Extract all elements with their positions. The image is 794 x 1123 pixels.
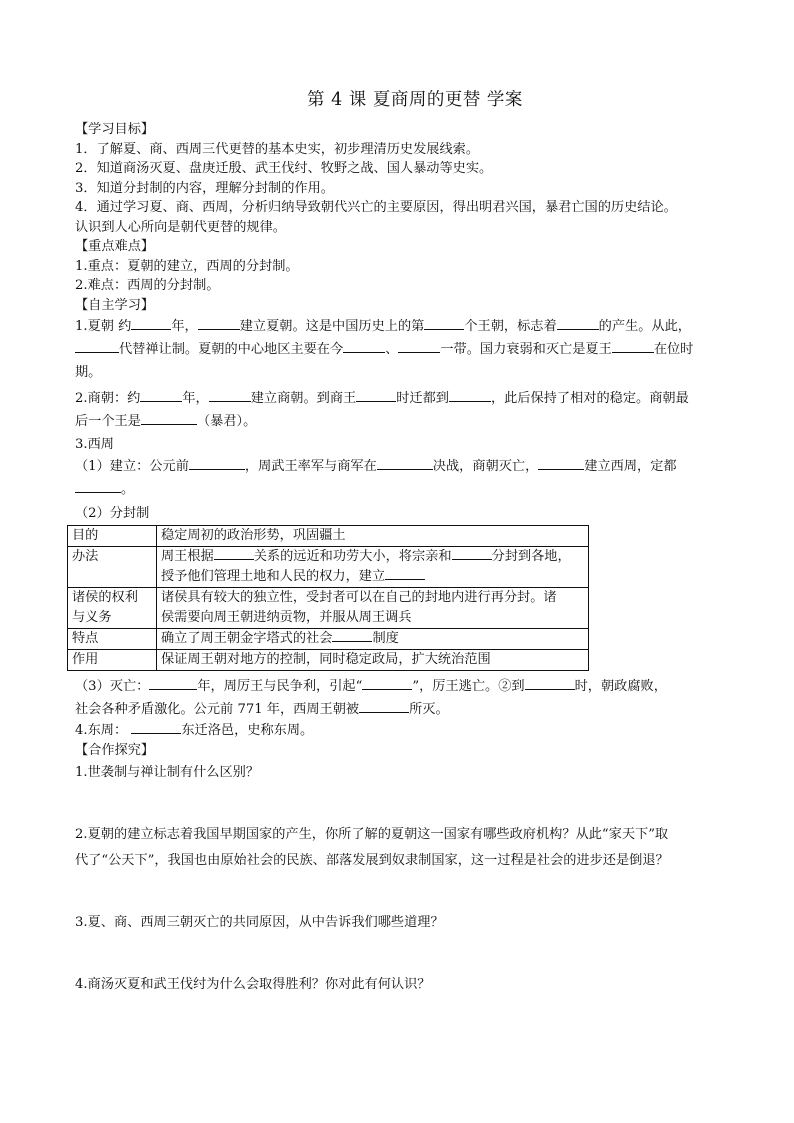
question-3: 3.夏、商、西周三朝灭亡的共同原因，从中告诉我们哪些道理？	[75, 915, 444, 930]
coop-heading: 【合作探究】	[75, 742, 155, 758]
fill-blank[interactable]	[214, 547, 254, 560]
fill-blank[interactable]	[557, 317, 599, 330]
table-cell-value	[157, 588, 589, 629]
fill-blank[interactable]	[332, 629, 372, 642]
table-cell-label	[68, 588, 157, 629]
xia-text: 1.夏朝 约	[75, 319, 132, 334]
cell-text: 侯需要向周王朝进纳贡物，并服从周王调兵	[161, 610, 412, 625]
zhou-heading: 3.西周	[75, 437, 114, 452]
zhou-text: 建立西周，定都	[584, 458, 677, 474]
xia-text: 年，	[171, 319, 198, 334]
table-row	[68, 650, 589, 671]
cell-text: 确立了周王朝金字塔式的社会	[161, 631, 333, 646]
zhou-fall-text: ”，厉王逃亡。②到	[412, 679, 525, 694]
table-row	[68, 629, 589, 650]
goal-item-4-continued: 认识到人心所向是朝代更替的规律。	[75, 219, 286, 235]
fill-blank[interactable]	[612, 340, 654, 353]
fill-blank[interactable]	[377, 457, 433, 470]
fill-blank[interactable]	[449, 389, 491, 402]
fill-blank[interactable]	[424, 317, 464, 330]
key-point: 1.重点：夏朝的建立，西周的分封制。	[75, 258, 299, 274]
shang-text: 时迁都到	[396, 391, 449, 406]
fill-blank[interactable]	[141, 412, 197, 425]
fill-blank[interactable]	[75, 340, 119, 353]
shang-text: 2.商朝：约	[75, 391, 141, 406]
east-zhou-text: 东迁洛邑，史称东周。	[181, 723, 314, 738]
fill-blank[interactable]	[525, 677, 575, 690]
fill-blank[interactable]	[75, 480, 121, 493]
cell-text: 授予他们管理土地和人民的权力，建立	[161, 569, 386, 584]
xia-text: 代替禅让制。夏朝的中心地区主要在今	[119, 342, 344, 357]
shang-text: 年，	[182, 391, 209, 406]
zhou-fall-paragraph	[75, 675, 735, 721]
page-title: 第 4 课 夏商周的更替 学案	[307, 90, 523, 110]
goals-section	[75, 120, 735, 237]
cooperative-inquiry-section	[75, 741, 735, 999]
self-study-section	[72, 296, 735, 741]
difficult-point: 2.难点：西周的分封制。	[75, 278, 220, 293]
question-2-text: 代了“公天下”，我国也由原始社会的民族、部落发展到奴隶制国家，这一过程是社会的进步还是倒退？	[75, 853, 669, 868]
zhou-text: ，周武王率军与商军在	[244, 458, 377, 474]
key-points-section	[75, 237, 735, 296]
table-cell-label: 目的	[68, 526, 157, 547]
zhou-fall-text: 社会各种矛盾激化。公元前 771 年，西周王朝被	[75, 702, 360, 717]
cell-text: 诸侯的权利	[72, 590, 138, 605]
table-cell-value	[157, 629, 589, 650]
zhou-fall-text: 所灭。	[409, 702, 449, 717]
table-row	[68, 588, 589, 629]
fill-blank[interactable]	[452, 547, 492, 560]
xia-text: 在位时	[653, 342, 694, 357]
zhou-fall-text: 时，朝政腐败，	[574, 679, 667, 694]
fill-blank[interactable]	[131, 317, 171, 330]
zhou-text: 。	[121, 481, 135, 497]
fill-blank[interactable]	[140, 389, 182, 402]
question-4: 4.商汤灭夏和武王伐纣为什么会取得胜利？你对此有何认识？	[75, 977, 431, 992]
goals-heading: 【学习目标】	[75, 122, 155, 137]
table-cell-value: 稳定周初的政治形势，巩固疆土	[157, 526, 589, 547]
fill-blank[interactable]	[538, 457, 584, 470]
goal-item-4: 4．通过学习夏、商、西周，分析归纳导致朝代兴亡的主要原因，得出明君兴国，暴君亡国的历史结论。	[75, 200, 677, 215]
cell-text: 制度	[372, 631, 399, 646]
worksheet-page	[72, 86, 735, 998]
zhou-text: （1）建立：公元前	[75, 458, 189, 474]
goal-item-1: 1．了解夏、商、西周三代更替的基本史实，初步理清历史发展线索。	[75, 141, 480, 157]
fill-blank[interactable]	[385, 567, 425, 580]
shang-paragraph	[75, 387, 735, 433]
cell-text: 分封到各地，	[491, 549, 571, 564]
fill-blank[interactable]	[149, 677, 197, 690]
xia-text: 的产生。从此，	[598, 319, 691, 334]
fill-blank[interactable]	[189, 457, 245, 470]
fill-blank[interactable]	[398, 340, 440, 353]
key-heading: 【重点难点】	[75, 239, 155, 254]
xia-text: 、	[385, 342, 399, 357]
fill-blank[interactable]	[131, 721, 181, 734]
shang-text: ，此后保持了相对的稳定。商朝最	[490, 391, 689, 406]
fill-blank[interactable]	[362, 677, 412, 690]
xia-text: 建立夏朝。这是中国历史上的第	[239, 319, 425, 334]
table-row	[68, 526, 589, 547]
fill-blank[interactable]	[198, 317, 240, 330]
cell-text: 诸侯具有较大的独立性，受封者可以在自己的封地内进行再分封。诸	[161, 590, 557, 605]
fill-blank[interactable]	[359, 700, 409, 713]
feudal-system-table	[67, 525, 589, 671]
cell-text: 与义务	[72, 610, 112, 625]
table-cell-label: 作用	[68, 650, 157, 671]
table-row	[68, 547, 589, 588]
zhou-fall-text: 年，周厉王与民争利，引起“	[197, 679, 363, 694]
table-cell-label: 特点	[68, 629, 157, 650]
xia-text: 一带。国力衰弱和灭亡是夏王	[440, 342, 612, 357]
goal-item-2: 2．知道商汤灭夏、盘庚迁殷、武王伐纣、牧野之战、国人暴动等史实。	[75, 161, 493, 176]
question-2	[75, 822, 735, 874]
xia-text: 个王朝，标志着	[464, 319, 557, 334]
shang-text: 建立商朝。到商王	[250, 391, 357, 406]
xia-text: 期。	[75, 365, 102, 380]
table-cell-label: 办法	[68, 547, 157, 588]
fill-blank[interactable]	[209, 389, 251, 402]
fill-blank[interactable]	[343, 340, 385, 353]
zhou-text: 决战，商朝灭亡，	[432, 458, 539, 474]
table-cell-value	[157, 547, 589, 588]
shang-text: 后一个王是	[75, 414, 141, 429]
cell-text: 周王根据	[161, 549, 214, 564]
goal-item-3: 3．知道分封制的内容，理解分封制的作用。	[75, 180, 334, 196]
feudal-heading: （2）分封制	[75, 505, 150, 521]
xia-paragraph	[75, 315, 735, 384]
table-cell-value: 保证周王朝对地方的控制，同时稳定政局，扩大统治范围	[157, 650, 589, 671]
east-zhou-line	[75, 721, 735, 741]
shang-text: （暴君）。	[196, 414, 257, 429]
cell-text: 关系的远近和功劳大小，将宗亲和	[253, 549, 452, 564]
zhou-establish-paragraph	[75, 455, 735, 501]
question-2-text: 2.夏朝的建立标志着我国早期国家的产生，你所了解的夏朝这一国家有哪些政府机构？从此“家天下”取	[75, 827, 669, 842]
fill-blank[interactable]	[356, 389, 396, 402]
east-zhou-text: 4.东周：	[75, 723, 128, 738]
question-1: 1.世袭制与禅让制有什么区别？	[75, 765, 260, 780]
zhou-fall-text: （3）灭亡：	[75, 679, 150, 694]
self-study-heading: 【自主学习】	[75, 297, 155, 313]
